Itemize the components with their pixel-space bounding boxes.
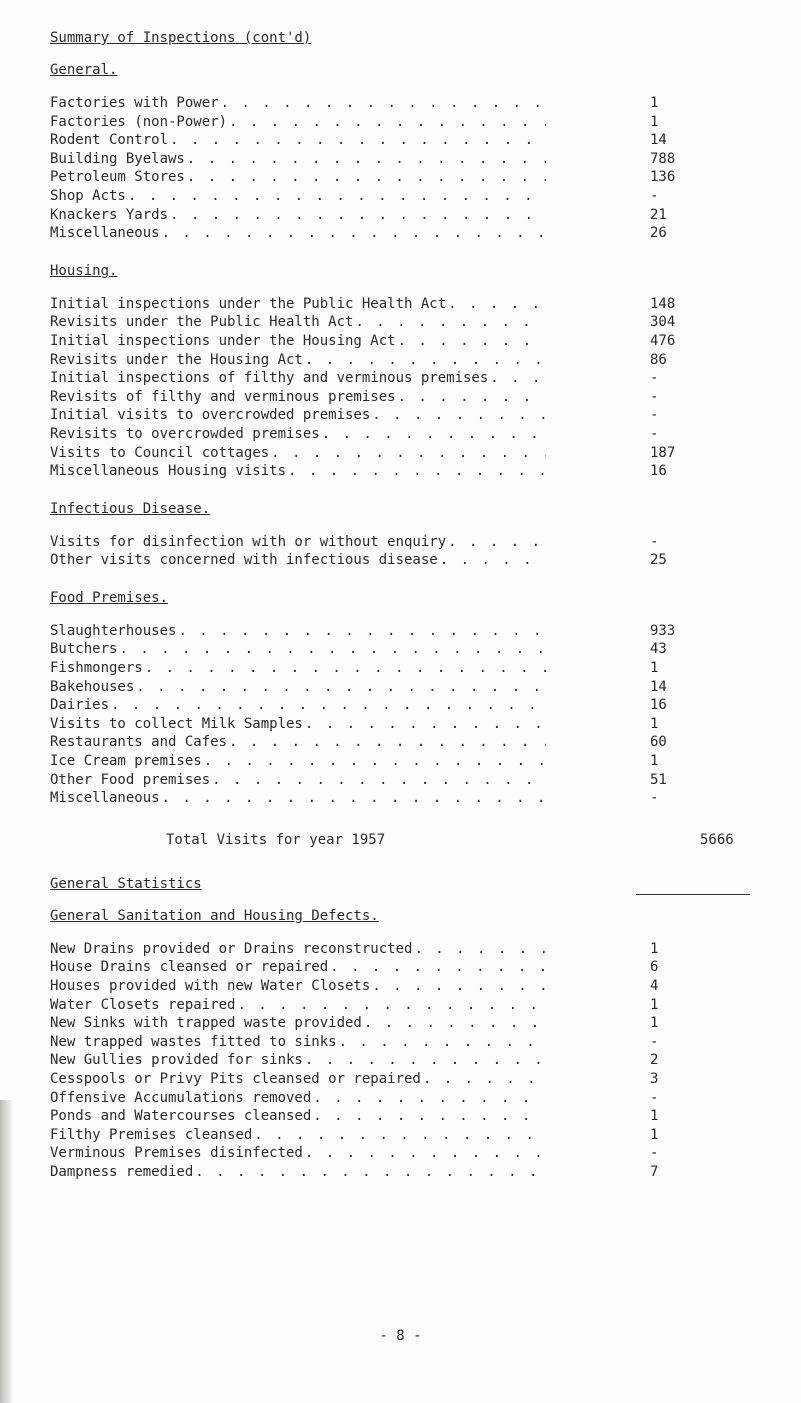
row-value: 304: [650, 314, 676, 331]
dot-leader: [398, 388, 546, 407]
row-label: Knackers Yards: [50, 206, 169, 223]
row-leader: [50, 622, 550, 641]
dot-leader: [313, 1107, 546, 1126]
row-leader: [50, 696, 550, 715]
dot-leader: [271, 444, 546, 463]
row-leader: [50, 131, 550, 150]
list-item: [50, 113, 750, 132]
dot-leader: [490, 369, 546, 388]
row-leader: [50, 388, 550, 407]
row-label: Butchers: [50, 641, 118, 658]
dot-leader: [305, 351, 546, 370]
row-label: Shop Acts: [50, 187, 126, 204]
row-label: Factories (non-Power): [50, 113, 228, 130]
row-value: 2: [650, 1052, 659, 1069]
list-item: [50, 313, 750, 332]
row-value: 7: [650, 1163, 659, 1180]
dot-leader: [187, 150, 546, 169]
row-label: New Drains provided or Drains reconstructed: [50, 940, 413, 957]
section-heading: Food Premises.: [50, 589, 169, 606]
row-leader: [50, 206, 550, 225]
dot-leader: [339, 1033, 546, 1052]
row-leader: [50, 94, 550, 113]
list-item: [50, 696, 750, 715]
row-label: Dairies: [50, 697, 110, 714]
list-item: [50, 940, 750, 959]
dot-leader: [204, 752, 546, 771]
dot-leader: [111, 696, 546, 715]
row-value: 4: [650, 978, 659, 994]
dot-leader: [195, 1163, 546, 1182]
row-label: Ponds and Watercourses cleansed: [50, 1108, 312, 1125]
row-leader: [50, 406, 550, 425]
scan-edge-shadow: [0, 1100, 14, 1403]
dot-leader: [440, 551, 546, 570]
section: [50, 263, 750, 481]
row-label: Revisits of filthy and verminous premises: [50, 388, 396, 405]
section: [50, 62, 750, 243]
dot-leader: [448, 533, 546, 552]
total-block: [50, 832, 750, 848]
row-value: 25: [650, 552, 667, 569]
dot-leader: [372, 406, 546, 425]
section-heading: Housing.: [50, 262, 118, 279]
row-label: New Sinks with trapped waste provided: [50, 1015, 362, 1032]
row-label: Revisits to overcrowded premises: [50, 425, 320, 442]
list-item: [50, 168, 750, 187]
row-label: Other visits concerned with infectious disease: [50, 552, 438, 569]
row-value: -: [650, 1145, 659, 1162]
dot-leader: [355, 313, 546, 332]
row-label: Houses provided with new Water Closets: [50, 978, 371, 994]
row-value: 14: [650, 678, 667, 695]
row-leader: [50, 659, 550, 678]
list-item: [50, 295, 750, 314]
row-label: Water Closets repaired: [50, 996, 236, 1013]
row-value: 21: [650, 206, 667, 223]
row-label: Fishmongers: [50, 660, 143, 677]
dot-leader: [372, 977, 546, 996]
dot-leader: [313, 1089, 546, 1108]
row-leader: [50, 1089, 550, 1108]
dot-leader: [187, 168, 546, 187]
dot-leader: [398, 332, 546, 351]
row-leader: [50, 351, 550, 370]
row-leader: [50, 1163, 550, 1182]
row-leader: [50, 168, 550, 187]
list-item: [50, 425, 750, 444]
row-leader: [50, 462, 550, 481]
dot-leader: [170, 206, 546, 225]
row-value: 1: [650, 660, 659, 677]
row-value: 788: [650, 150, 676, 167]
row-label: Initial inspections of filthy and verminous premises: [50, 370, 489, 387]
row-label: New trapped wastes fitted to sinks: [50, 1033, 337, 1050]
list-item: [50, 715, 750, 734]
row-leader: [50, 444, 550, 463]
row-label: Offensive Accumulations removed: [50, 1089, 312, 1106]
row-value: -: [650, 407, 659, 424]
list-item: [50, 206, 750, 225]
sanitation-section: [50, 908, 750, 1182]
row-value: -: [650, 388, 659, 405]
row-value: -: [650, 533, 659, 550]
list-item: [50, 224, 750, 243]
row-value: 86: [650, 351, 667, 368]
row-leader: [50, 369, 550, 388]
row-leader: [50, 733, 550, 752]
row-leader: [50, 1014, 550, 1033]
row-leader: [50, 551, 550, 570]
list-item: [50, 94, 750, 113]
row-leader: [50, 996, 550, 1015]
list-item: [50, 789, 750, 808]
row-value: -: [650, 425, 659, 442]
section-heading: General.: [50, 62, 118, 78]
dot-leader: [305, 715, 546, 734]
dot-leader: [414, 940, 546, 959]
list-item: [50, 533, 750, 552]
dot-leader: [423, 1070, 546, 1089]
row-leader: [50, 425, 550, 444]
section: [50, 501, 750, 570]
dot-leader: [119, 640, 546, 659]
row-leader: [50, 771, 550, 790]
row-label: Factories with Power: [50, 95, 219, 111]
row-value: -: [650, 1033, 659, 1050]
row-leader: [50, 1144, 550, 1163]
total-label: Total Visits for year 1957: [166, 831, 386, 848]
row-label: Initial visits to overcrowded premises: [50, 407, 371, 424]
row-leader: [50, 1033, 550, 1052]
total-row: [50, 832, 750, 848]
dot-leader: [145, 659, 546, 678]
list-item: [50, 640, 750, 659]
row-value: 60: [650, 734, 667, 751]
dot-leader: [212, 771, 546, 790]
row-value: -: [650, 790, 659, 807]
list-item: [50, 1033, 750, 1052]
row-value: 16: [650, 463, 667, 480]
list-item: [50, 1014, 750, 1033]
dot-leader: [162, 789, 546, 808]
list-item: [50, 1051, 750, 1070]
row-leader: [50, 940, 550, 959]
sanitation-heading: General Sanitation and Housing Defects.: [50, 907, 379, 924]
row-value: 136: [650, 169, 676, 186]
dot-leader: [128, 187, 546, 206]
dot-leader: [254, 1126, 546, 1145]
list-item: [50, 1070, 750, 1089]
list-item: [50, 150, 750, 169]
row-label: Verminous Premises disinfected: [50, 1145, 303, 1162]
list-item: [50, 332, 750, 351]
row-value: 187: [650, 444, 676, 461]
row-label: Miscellaneous: [50, 790, 160, 807]
row-label: Miscellaneous Housing visits: [50, 463, 287, 480]
dot-leader: [136, 678, 546, 697]
dot-leader: [288, 462, 546, 481]
row-value: 1: [650, 753, 659, 770]
list-item: [50, 996, 750, 1015]
row-label: Restaurants and Cafes: [50, 734, 228, 751]
row-leader: [50, 313, 550, 332]
row-label: Visits to Council cottages: [50, 444, 270, 461]
list-item: [50, 187, 750, 206]
row-leader: [50, 977, 550, 996]
row-leader: [50, 640, 550, 659]
dot-leader: [322, 425, 546, 444]
row-label: Initial inspections under the Housing Act: [50, 332, 396, 349]
dot-leader: [364, 1014, 546, 1033]
total-underline: [636, 894, 750, 895]
row-value: 148: [650, 295, 676, 312]
row-label: Visits for disinfection with or without enquiry: [50, 533, 447, 550]
dot-leader: [170, 131, 546, 150]
row-label: House Drains cleansed or repaired: [50, 959, 329, 976]
list-item: [50, 678, 750, 697]
row-value: 1: [650, 95, 659, 111]
section-heading: Infectious Disease.: [50, 500, 211, 517]
row-label: Rodent Control: [50, 132, 169, 149]
dot-leader: [305, 1144, 546, 1163]
row-leader: [50, 1126, 550, 1145]
inspection-sections: [50, 62, 750, 808]
section: [50, 590, 750, 808]
row-value: -: [650, 187, 659, 204]
dot-leader: [305, 1051, 546, 1070]
list-item: [50, 1144, 750, 1163]
row-label: Initial inspections under the Public Health Act: [50, 295, 447, 312]
row-leader: [50, 789, 550, 808]
list-item: [50, 444, 750, 463]
list-item: [50, 351, 750, 370]
list-item: [50, 752, 750, 771]
row-label: Other Food premises: [50, 771, 211, 788]
row-leader: [50, 958, 550, 977]
row-label: Cesspools or Privy Pits cleansed or repaired: [50, 1070, 421, 1087]
list-item: [50, 659, 750, 678]
row-leader: [50, 678, 550, 697]
row-label: Building Byelaws: [50, 150, 185, 167]
row-value: 14: [650, 132, 667, 149]
list-item: [50, 1163, 750, 1182]
list-item: [50, 406, 750, 425]
row-label: Filthy Premises cleansed: [50, 1126, 253, 1143]
row-leader: [50, 533, 550, 552]
list-item: [50, 551, 750, 570]
row-value: 1: [650, 1015, 659, 1032]
row-leader: [50, 187, 550, 206]
page-title: Summary of Inspections (cont'd): [50, 30, 312, 46]
row-leader: [50, 295, 550, 314]
dot-leader: [237, 996, 546, 1015]
dot-leader: [448, 295, 546, 314]
row-label: Dampness remedied: [50, 1163, 194, 1180]
list-item: [50, 388, 750, 407]
dot-leader: [229, 733, 546, 752]
dot-leader: [178, 622, 546, 641]
row-leader: [50, 224, 550, 243]
row-value: 476: [650, 332, 676, 349]
total-value: 5666: [700, 831, 734, 848]
row-label: Miscellaneous: [50, 225, 160, 242]
list-item: [50, 462, 750, 481]
row-leader: [50, 113, 550, 132]
dot-leader: [162, 224, 546, 243]
row-value: 16: [650, 697, 667, 714]
list-item: [50, 733, 750, 752]
row-leader: [50, 1051, 550, 1070]
list-item: [50, 131, 750, 150]
row-leader: [50, 332, 550, 351]
row-leader: [50, 752, 550, 771]
row-leader: [50, 715, 550, 734]
row-value: 1: [650, 1126, 659, 1143]
list-item: [50, 1089, 750, 1108]
list-item: [50, 977, 750, 996]
row-label: Revisits under the Public Health Act: [50, 314, 354, 331]
row-value: 1: [650, 715, 659, 732]
list-item: [50, 771, 750, 790]
list-item: [50, 1107, 750, 1126]
row-value: -: [650, 1089, 659, 1106]
row-leader: [50, 1107, 550, 1126]
list-item: [50, 958, 750, 977]
row-label: New Gullies provided for sinks: [50, 1052, 303, 1069]
row-value: 1: [650, 940, 659, 957]
row-label: Bakehouses: [50, 678, 135, 695]
dot-leader: [330, 958, 546, 977]
document-page: [50, 30, 750, 1202]
row-value: -: [650, 370, 659, 387]
list-item: [50, 622, 750, 641]
list-item: [50, 1126, 750, 1145]
row-value: 1: [650, 996, 659, 1013]
dot-leader: [229, 113, 546, 132]
row-value: 51: [650, 771, 667, 788]
row-value: 26: [650, 225, 667, 242]
row-label: Slaughterhouses: [50, 622, 177, 639]
dot-leader: [221, 94, 546, 113]
row-value: 1: [650, 113, 659, 130]
row-label: Ice Cream premises: [50, 753, 202, 770]
list-item: [50, 369, 750, 388]
general-statistics-heading: General Statistics: [50, 875, 202, 892]
row-value: 43: [650, 641, 667, 658]
row-label: Petroleum Stores: [50, 169, 185, 186]
row-leader: [50, 1070, 550, 1089]
row-value: 6: [650, 959, 659, 976]
row-value: 933: [650, 622, 676, 639]
row-value: 3: [650, 1070, 659, 1087]
page-number: - 8 -: [379, 1328, 422, 1344]
row-value: 1: [650, 1108, 659, 1125]
row-leader: [50, 150, 550, 169]
row-label: Revisits under the Housing Act: [50, 351, 303, 368]
row-label: Visits to collect Milk Samples: [50, 715, 303, 732]
